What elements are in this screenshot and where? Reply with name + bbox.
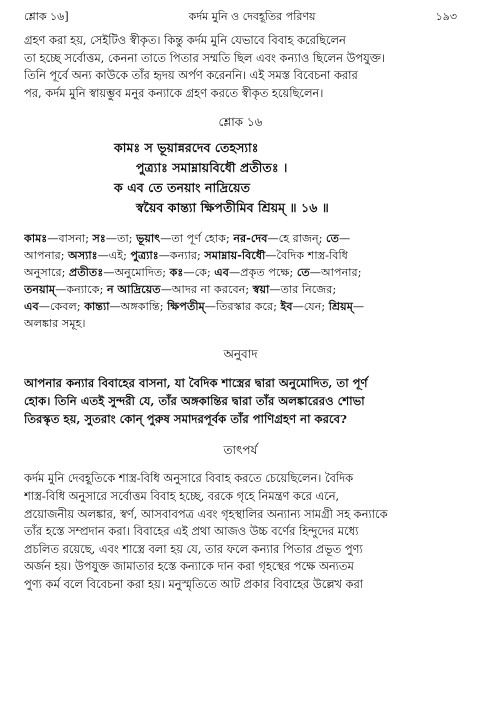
- header-chapter-title: কর্দম মুনি ও দেবহূতির পরিণয়: [188, 10, 316, 23]
- translation-line: তিরস্কৃত হয়, সুতরাং কোন্ পুরুষ সমাদরপূর্বক তাঁর পাণিগ্রহণ না করবে?: [24, 412, 347, 427]
- verse-line: ক এব তে তনয়াং নাদ্রিয়েত: [114, 180, 251, 196]
- synonym-meaning: —এই;: [97, 249, 131, 263]
- verse-line: পুত্র্যাঃ সমাম্নায়বিধৌ প্রতীতঃ ।: [136, 160, 288, 176]
- synonym-term: ইব: [280, 299, 293, 314]
- synonym-meaning: —তিরস্কার করে;: [204, 300, 281, 314]
- translation-line: আপনার কন্যার বিবাহের বাসনা, যা বৈদিক শাস্ত্রের দ্বারা অনুমোদিত, তা পূর্ণ: [24, 376, 368, 391]
- synonym-term: তে: [326, 231, 339, 246]
- synonym-meaning: —বাসনা;: [47, 232, 93, 246]
- verse-line: কামঃ স ভূয়ান্নরদেব তেহস্যাঃ: [114, 140, 259, 156]
- synonym-term: তনয়াম্: [24, 282, 56, 297]
- synonym-meaning: —বৈদিক শাস্ত্র-বিধি: [265, 249, 348, 263]
- synonym-term: কামঃ: [24, 231, 48, 246]
- synonym-meaning: —কে;: [183, 266, 215, 280]
- synonym-meaning: —আদর না করবেন;: [160, 283, 253, 297]
- synonym-line: [24, 298, 457, 315]
- synonym-term: কান্ত্যা: [84, 299, 110, 314]
- purport-line: কর্দম মুনি দেবহূতিকে শাস্ত্র-বিধি অনুসারে বিবাহ করতে চেয়েছিলেন। বৈদিক: [24, 471, 354, 486]
- synonym-term: সঃ: [92, 231, 106, 246]
- verse-heading: শ্লোক ১৬: [218, 115, 263, 130]
- synonym-meaning: —প্রকৃত পক্ষে;: [229, 266, 297, 280]
- synonym-meaning: —কেবল;: [38, 300, 85, 314]
- synonym-line: [24, 230, 457, 247]
- translation-line: হোক। তিনি এতই সুন্দরী যে, তাঁর অঙ্গকান্তির দ্বারা তাঁর অলঙ্কারেরও শোভা: [24, 394, 365, 409]
- synonym-meaning: —কন্যার;: [158, 249, 205, 263]
- synonym-term: নর-দেব: [233, 231, 268, 246]
- intro-line: গ্রহণ করা হয়, সেইটিও স্বীকৃত। কিন্তু কর্দম মুনি যেভাবে বিবাহ করেছিলেন: [24, 33, 346, 47]
- synonym-term: এব: [24, 299, 39, 314]
- purport-line: অর্জন হয়। উপযুক্ত জামাতার হস্তে কন্যাকে দান করা গৃহস্থের পক্ষে অন্যতম: [24, 559, 354, 574]
- translation-heading: অনুবাদ: [223, 347, 258, 362]
- purport-line: পুণ্য কর্ম বলে বিবেচনা করা হয়। মনুস্মৃতিতে আট প্রকার বিবাহের উল্লেখ করা: [24, 576, 364, 591]
- intro-line: তা হচ্ছে সর্বোত্তম, কেননা তাতে পিতার সম্মতি ছিল এবং কন্যাও ছিলেন উপযুক্ত।: [24, 50, 385, 65]
- translation-paragraph: [24, 374, 457, 428]
- synonym-term: তে: [296, 265, 310, 280]
- purport-line: শাস্ত্র-বিধি অনুসারে সর্বোত্তম বিবাহ হচ্ছে, বরকে গৃহে নিমন্ত্রণ করে এনে,: [24, 488, 340, 503]
- synonym-meaning: —অনুমোদিত;: [103, 266, 170, 280]
- intro-line: তিনি পূর্বে অন্য কাউকে তাঁর হৃদয় অর্পণ করেননি। এই সমস্ত বিবেচনা করার: [24, 68, 358, 83]
- synonym-line: [24, 281, 457, 298]
- synonym-term: পুত্র্যাঃ: [130, 248, 159, 263]
- synonym-term: এব: [214, 265, 230, 280]
- synonym-term: ক্ষিপতীম্: [167, 299, 205, 314]
- synonym-meaning: —তার নিজের;: [269, 283, 337, 297]
- synonym-term: কঃ: [169, 265, 184, 280]
- purport-heading: তাৎপর্য: [223, 443, 258, 458]
- synonym-meaning: —: [352, 300, 365, 314]
- synonym-meaning: —অঙ্গকান্তি;: [109, 300, 168, 314]
- purport-line: প্রচলিত রয়েছে, এবং শাস্ত্রে বলা হয় যে, তার ফলে কন্যার পিতার প্রভূত পুণ্য: [24, 541, 363, 556]
- page-header: [24, 8, 457, 26]
- synonym-meaning: —তা পূর্ণ হোক;: [160, 232, 234, 246]
- synonym-line: [24, 315, 457, 332]
- synonym-term: প্রতীতঃ: [68, 265, 104, 280]
- synonym-meaning: —: [338, 232, 351, 246]
- synonym-term: স্বয়া: [252, 282, 270, 297]
- purport-line: তাঁর হস্তে সম্প্রদান করা। বিবাহের এই প্রথা আজও উচ্চ বর্ণের হিন্দুদের মধ্যে: [24, 524, 359, 539]
- synonym-line: [24, 247, 457, 264]
- synonym-term: সমাম্নায়-বিধৌ: [204, 248, 266, 263]
- synonym-meaning: —তা;: [105, 232, 137, 246]
- word-for-word-synonyms: [24, 230, 457, 332]
- synonym-term: অস্যাঃ: [68, 248, 98, 263]
- synonym-meaning: অনুসারে;: [24, 266, 69, 280]
- synonym-term: ন আদ্রিয়েত: [106, 282, 161, 297]
- synonym-meaning: —হে রাজন্;: [267, 232, 327, 246]
- verse-line: স্বয়ৈব কান্ত্যা ক্ষিপতীমিব শ্রিয়ম্ ॥ ১৬ ॥: [136, 200, 329, 216]
- synonym-term: শ্রিয়ম্: [328, 299, 353, 314]
- intro-line: পর, কর্দম মুনি স্বায়ম্ভুব মনুর কন্যাকে গ্রহণ করতে স্বীকৃত হয়েছিলেন।: [24, 85, 324, 100]
- synonym-meaning: —আপনার;: [309, 266, 362, 280]
- purport-line: প্রয়োজনীয় অলঙ্কার, স্বর্ণ, আসবাবপত্র এবং গৃহস্থালির অন্যান্য সামগ্রী সহ কন্যাকে: [24, 506, 388, 521]
- synonym-meaning: অলঙ্কার সমূহ।: [24, 317, 86, 331]
- synonym-term: ভূয়াৎ: [136, 231, 161, 246]
- sanskrit-verse: [24, 138, 457, 218]
- synonym-meaning: —যেন;: [292, 300, 329, 314]
- synonym-meaning: —কন্যাকে;: [55, 283, 107, 297]
- intro-paragraph: [24, 32, 457, 102]
- synonym-line: [24, 264, 457, 281]
- synonym-meaning: আপনার;: [24, 249, 69, 263]
- header-verse-ref: শ্লোক ১৬]: [24, 10, 69, 23]
- purport-paragraph: [24, 470, 457, 593]
- header-page-number: ১৯৩: [435, 10, 457, 23]
